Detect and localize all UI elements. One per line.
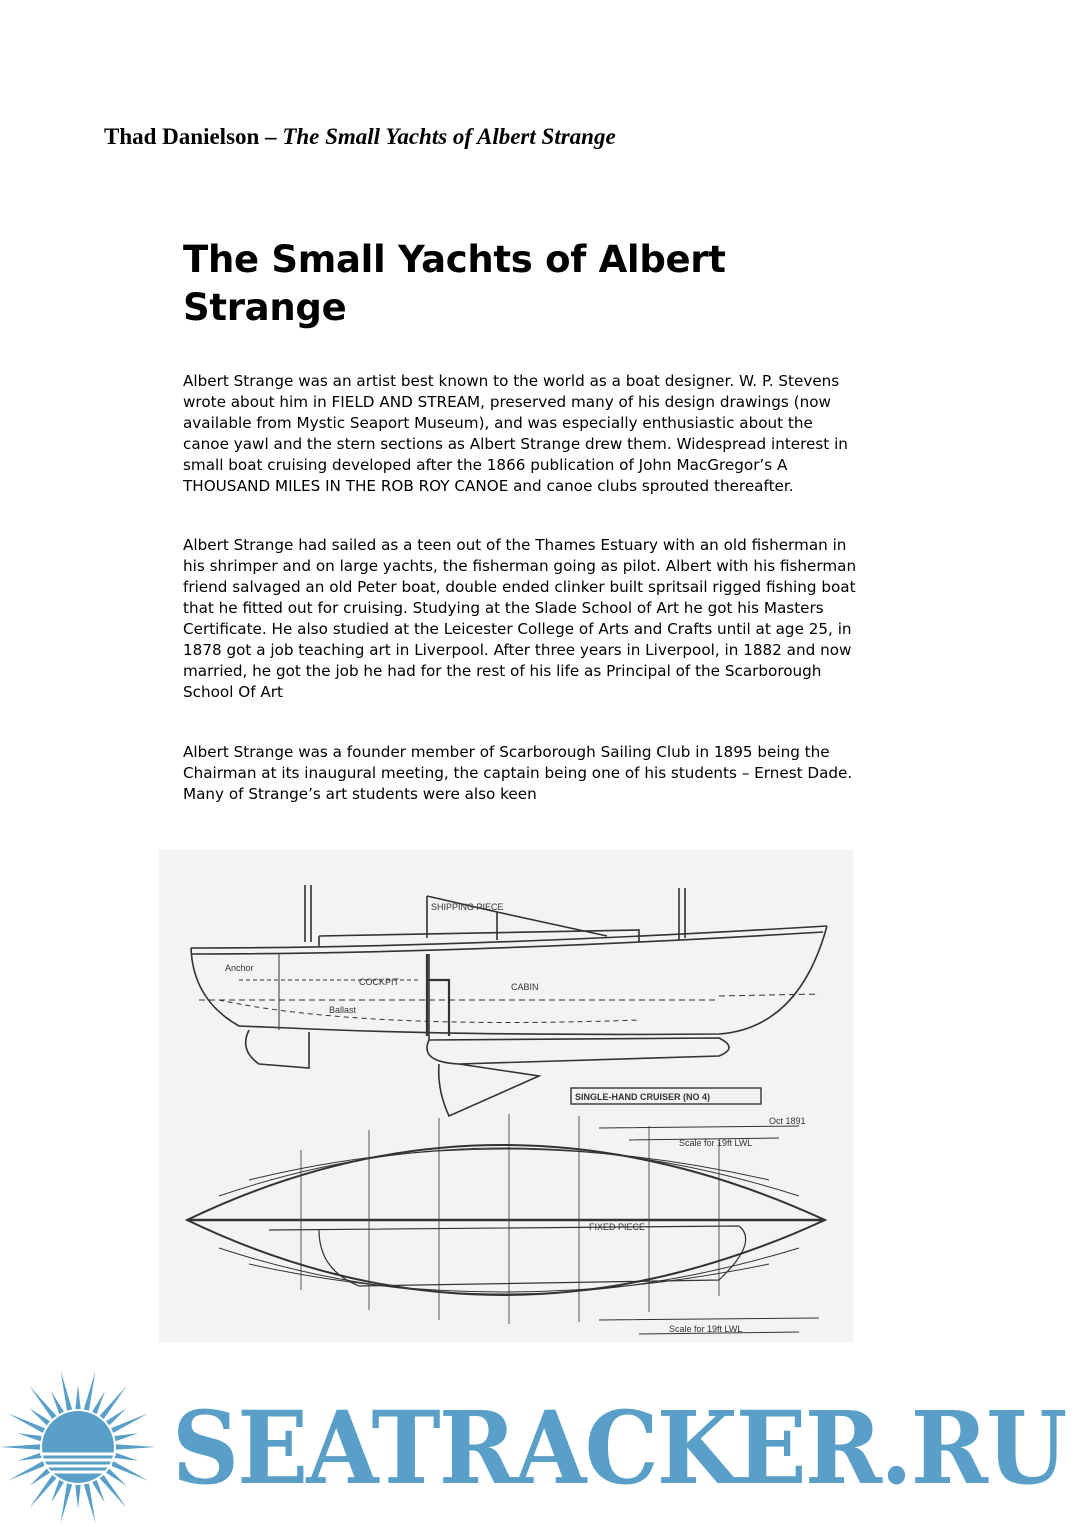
centreboard [439,1064,539,1116]
sun-ray [75,1385,80,1409]
running-title: The Small Yachts of Albert Strange [282,124,616,149]
sun-ray [116,1444,156,1449]
sun-ray [61,1371,73,1411]
label-scale-2: Scale for 19ft LWL [669,1324,743,1334]
label-cockpit: COCKPIT [359,977,400,987]
sun-ray [92,1480,105,1503]
sun-icon [0,1368,170,1527]
sun-ray [29,1386,56,1419]
keel [427,954,729,1064]
sun-ray [100,1386,127,1419]
sun-ray [114,1453,138,1461]
article-scan [160,230,860,830]
yacht-plan-drawing [159,850,853,1342]
sun-ray [29,1475,56,1508]
sun-ray [84,1371,96,1411]
article-paragraph-2: Albert Strange had sailed as a teen out of the Thames Estuary with an old fisherman in his shrimper and on large yachts, the fisherman going as pilot. Albert with his fisherman friend salvaged an old Peter boat, double ended clinker built spritsail rigged fishing boat that he fitted out for cruising. Studying at the Slade School of Art he got his Masters Certificate. He also studied at the Leicester College of Arts and Crafts until at age 25, in 1878 got a job teaching art in Liverpool. After three years in Liverpool, in 1882 and now married, he got the job he had for the rest of his life as Principal of the Scarborough School Of Art [183,536,857,701]
author-name: Thad Danielson – [104,124,277,149]
sun-ray [114,1433,138,1441]
yacht-plan-svg [159,850,853,1342]
sun-ray [51,1391,64,1414]
sun-ray [75,1485,80,1509]
sun-ray [51,1480,64,1503]
sun-ray [0,1444,40,1449]
label-anchor: Anchor [225,963,254,973]
label-shipping-piece: SHIPPING PIECE [431,902,504,912]
label-fixed-piece: FIXED PIECE [589,1222,646,1232]
rudder [246,1030,309,1068]
label-ballast: Ballast [329,1005,357,1015]
label-cabin: CABIN [511,982,539,992]
label-date: Oct 1891 [769,1116,806,1126]
sun-ray [61,1483,73,1523]
sun-ray [84,1483,96,1523]
mizzen-mast [305,885,311,942]
sun-ray [18,1453,42,1461]
watermark-text: SEATRACKER.RU [172,1389,1066,1507]
sun-ray [18,1433,42,1441]
sun-ray [100,1475,127,1508]
label-plate-title: SINGLE-HAND CRUISER (NO 4) [575,1092,711,1102]
article-title: The Small Yachts of Albert Strange [183,238,726,329]
label-scale-1: Scale for 19ft LWL [679,1138,753,1148]
deck-line [191,932,823,954]
main-mast [679,888,685,940]
article-paragraph-3: Albert Strange was a founder member of Scarborough Sailing Club in 1895 being the Chairman at its inaugural meeting, the captain being one of his students – Ernest Dade. Many of Strange’s art students were also keen [183,743,853,803]
running-head [104,124,616,150]
sun-ray [92,1391,105,1414]
article-paragraph-1: Albert Strange was an artist best known to the world as a boat designer. W. P. Stevens wrote about him in FIELD AND STREAM, preserved many of his design drawings (now available from Mystic Seaport Museum), and was especially enthusiastic about the canoe yawl and the stern sections as Albert Strange drew them. Widespread interest in small boat cruising developed after the 1866 publication of John MacGregor’s A THOUSAND MILES IN THE ROB ROY CANOE and canoe clubs sprouted thereafter. [183,372,848,495]
